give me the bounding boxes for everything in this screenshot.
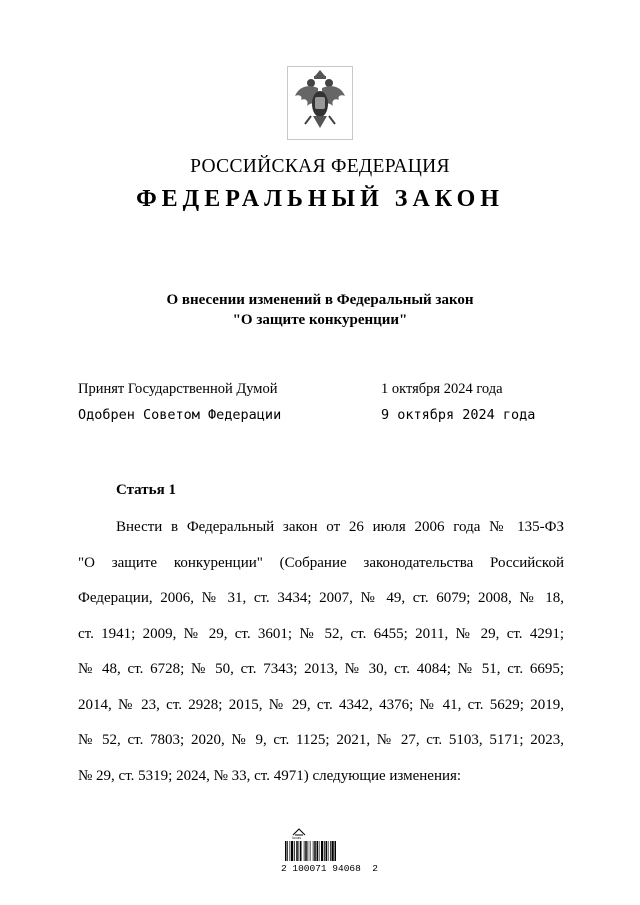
article-line: ст. 1941; 2009, № 29, ст. 3601; № 52, ст. 6455; 2011, № 29, ст. 4291; <box>78 625 564 642</box>
article-body <box>78 510 564 794</box>
coat-of-arms-icon <box>287 66 353 140</box>
country-name: РОССИЙСКАЯ ФЕДЕРАЦИЯ <box>190 156 450 177</box>
article-line: "О защите конкуренции" (Собрание законодательства Российской <box>78 554 564 571</box>
article-line: Внести в Федеральный закон от 26 июля 2006 года № 135-ФЗ <box>116 519 564 535</box>
law-title-line-1: О внесении изменений в Федеральный закон <box>166 292 474 308</box>
document-type: ФЕДЕРАЛЬНЫЙ ЗАКОН <box>136 186 504 212</box>
article-heading: Статья 1 <box>116 482 176 498</box>
adoption-date: 9 октября 2024 года <box>381 407 536 423</box>
article-line: Федерации, 2006, № 31, ст. 3434; 2007, № 49, ст. 6079; 2008, № 18, <box>78 590 564 606</box>
barcode-number: 2 100071 94068 2 <box>281 863 378 874</box>
law-title-line-2: "О защите конкуренции" <box>232 312 408 328</box>
svg-text:lucas: lucas <box>292 836 302 840</box>
barcode-bars <box>285 841 336 861</box>
adoption-label: Одобрен Советом Федерации <box>78 407 282 423</box>
adoption-label: Принят Государственной Думой <box>78 381 278 397</box>
article-line: № 48, ст. 6728; № 50, ст. 7343; 2013, № 30, ст. 4084; № 51, ст. 6695; <box>78 661 564 677</box>
article-line: № 52, ст. 7803; 2020, № 9, ст. 1125; 2021, № 27, ст. 5103, 5171; 2023, <box>78 732 564 748</box>
adoption-date: 1 октября 2024 года <box>381 381 503 397</box>
article-line: 2014, № 23, ст. 2928; 2015, № 29, ст. 4342, 4376; № 41, ст. 5629; 2019, <box>78 696 564 713</box>
article-line: № 29, ст. 5319; 2024, № 33, ст. 4971) следующие изменения: <box>78 767 462 784</box>
law-title <box>0 290 640 330</box>
